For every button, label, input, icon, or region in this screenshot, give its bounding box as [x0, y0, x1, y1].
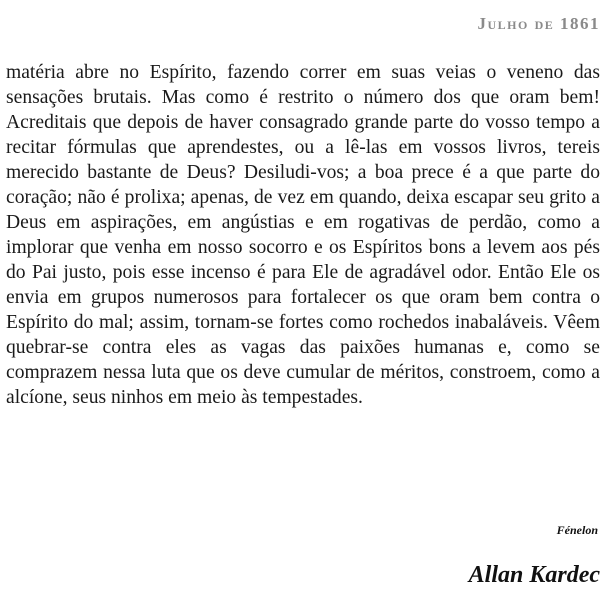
message-signature: Fénelon	[556, 523, 598, 537]
running-header: Julho de 1861	[477, 14, 600, 33]
body-paragraph: matéria abre no Espírito, fazendo correr em suas veias o veneno das sensações brutais. Mas como é restrito o número dos que oram bem! Acreditais que depois de haver consagrado grande parte do vosso tempo a recitar fórmulas que aprendestes, ou a lê-las em vossos livros, tereis merecido bastante de Deus? Desiludi-vos; a boa prece é a que parte do coração; não é prolixa; apenas, de vez em quando, deixa escapar seu grito a Deus em aspirações, em angústias e em rogativas de perdão, como a implorar que venha em nosso socorro e os Espíritos bons a levem aos pés do Pai justo, pois esse incenso é para Ele de agradável odor. Então Ele os envia em grupos numerosos para fortalecer os que oram bem contra o Espírito do mal; assim, tornam-se fortes como rochedos inabaláveis. Vêem quebrar-se contra eles as vagas das paixões humanas e, como se comprazem nessa luta que os deve cumular de méritos, constroem, como a alcíone, seus ninhos em meio às tempestades.	[6, 62, 600, 408]
author-name: Allan Kardec	[468, 562, 600, 588]
